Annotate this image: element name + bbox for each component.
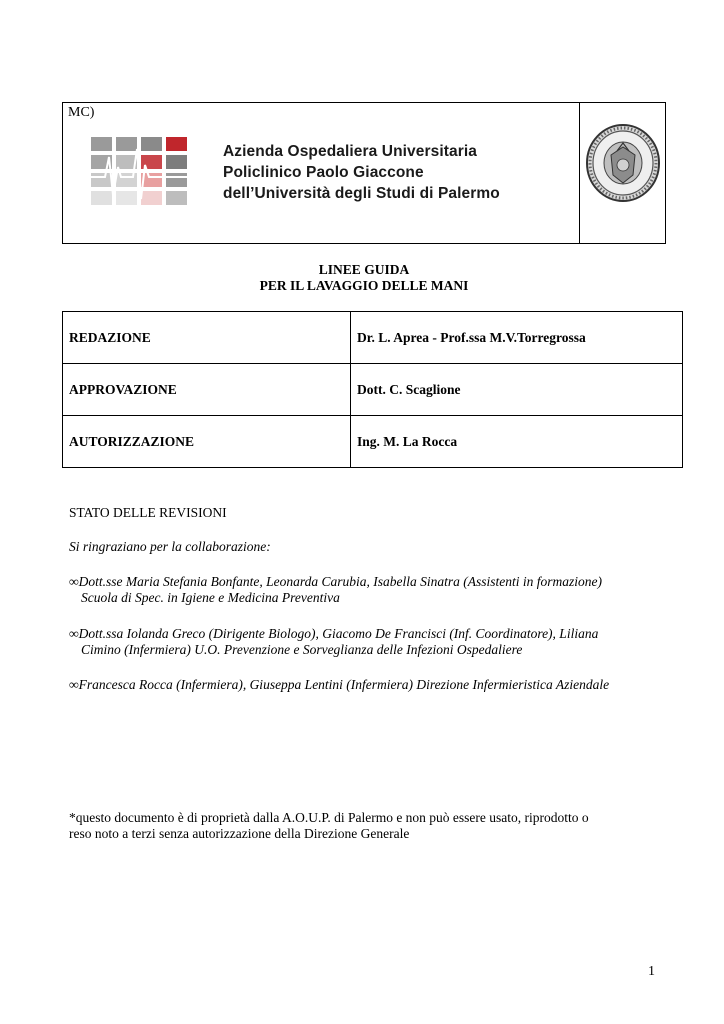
contributor-line: ∞Francesca Rocca (Infermiera), Giuseppa Lentini (Infermiera) Direzione Infermieristica Aziendale [69,677,610,692]
contributor-item-1 [69,574,602,606]
header-box [62,102,666,244]
person-cell: Dott. C. Scaglione [351,364,683,416]
table-row [63,416,683,468]
table-row [63,364,683,416]
contributor-item-2 [69,626,598,658]
contributor-line: Scuola di Spec. in Igiene e Medicina Preventiva [81,590,340,605]
document-title [62,262,666,294]
contributor-line: ∞Dott.ssa Iolanda Greco (Dirigente Biologo), Giacomo De Francisci (Inf. Coordinatore), Liliana [69,626,599,641]
approval-table [62,311,683,468]
disclaimer-line: reso noto a terzi senza autorizzazione della Direzione Generale [69,826,410,841]
disclaimer-line: *questo documento è di proprietà dalla A.O.U.P. di Palermo e non può essere usato, riprodotto o [69,810,589,825]
disclaimer [69,810,589,842]
logo-mark-icon [91,137,191,207]
logo-line-1: Azienda Ospedaliera Universitaria [223,143,477,160]
role-cell: AUTORIZZAZIONE [63,416,351,468]
person-cell: Dr. L. Aprea - Prof.ssa M.V.Torregrossa [351,312,683,364]
hospital-logo [91,137,571,207]
logo-line-2: Policlinico Paolo Giaccone [223,164,424,181]
university-seal-icon [583,121,663,205]
page-number: 1 [648,964,655,979]
table-row [63,312,683,364]
thanks-label: Si ringraziano per la collaborazione: [69,539,271,554]
contributor-line: Cimino (Infermiera) U.O. Prevenzione e Sorveglianza delle Infezioni Ospedaliere [81,642,523,657]
header-left-cell [63,103,580,243]
role-cell: REDAZIONE [63,312,351,364]
role-cell: APPROVAZIONE [63,364,351,416]
person-cell: Ing. M. La Rocca [351,416,683,468]
revisions-label: STATO DELLE REVISIONI [69,505,227,520]
contributor-item-3 [69,677,609,693]
logo-line-3: dell’Università degli Studi di Palermo [223,185,500,202]
title-line-1: LINEE GUIDA [318,262,410,277]
title-line-2: PER IL LAVAGGIO DELLE MANI [259,278,469,293]
contributor-line: ∞Dott.sse Maria Stefania Bonfante, Leonarda Carubia, Isabella Sinatra (Assistenti in formazione) [69,574,602,589]
document-code: MC) [68,105,95,120]
